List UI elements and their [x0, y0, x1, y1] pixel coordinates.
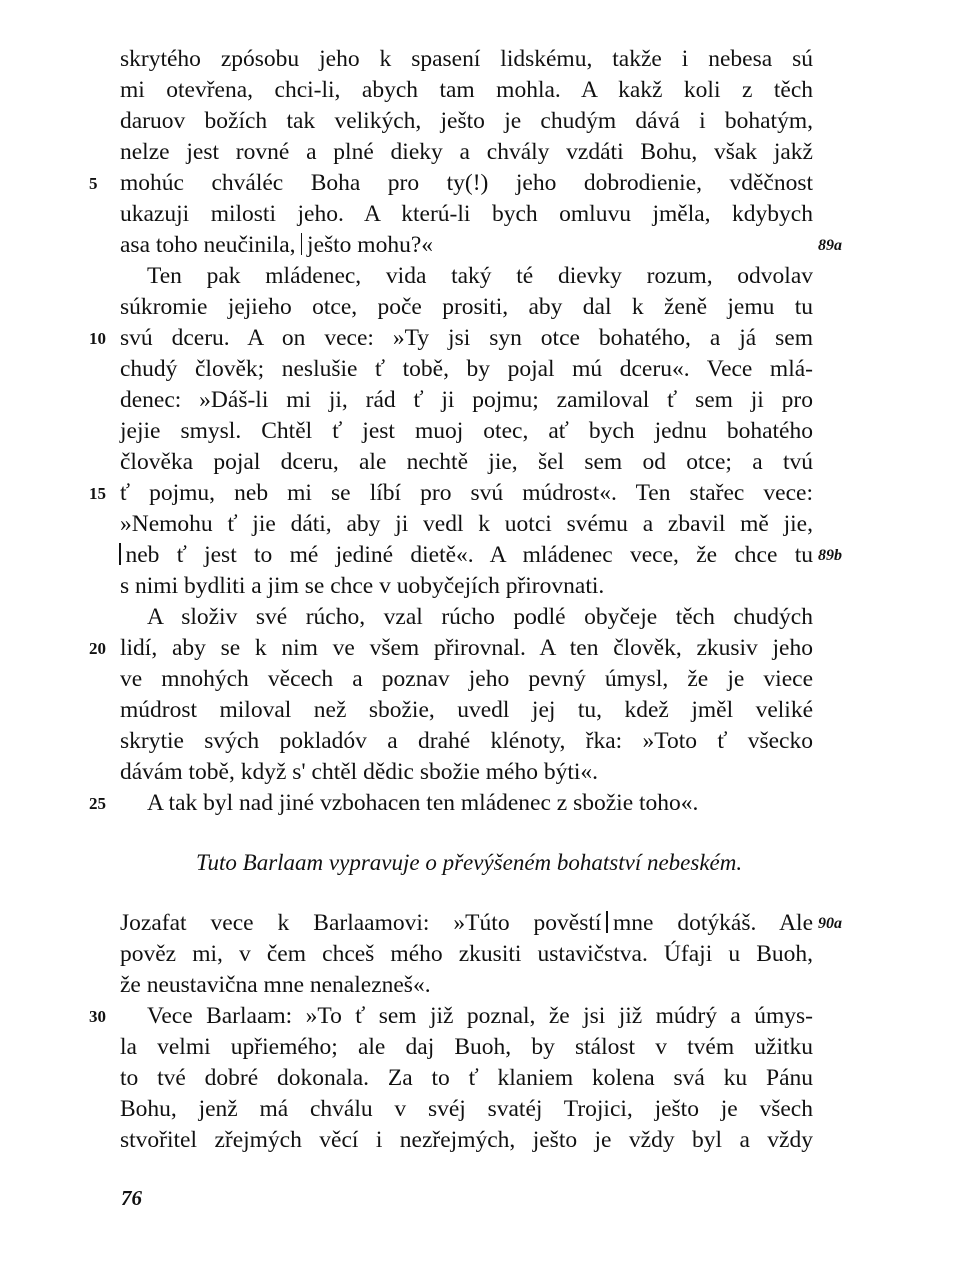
text-line: Ten pak mládenec, vida taký té dievky rozum, odvolav: [147, 263, 813, 289]
line-number: 25: [89, 794, 106, 813]
text-line: la velmi upřiemého; ale daj Buoh, by stálost v tvém užitku: [120, 1034, 813, 1060]
page-number: 76: [121, 1186, 142, 1210]
text-line: Bohu, jenž má chválu v svéj svatéj Trojici, ješto je všech: [120, 1096, 813, 1122]
text-line: chudý člověk; neslušie ť tobě, by pojal mú dceru«. Vece mlá-: [120, 356, 813, 382]
text-line: mi otevřena, chci-li, abych tam mohla. A kakž koli z těch: [120, 77, 813, 103]
text-line: ve mnohých věcech a poznav jeho pevný úmysl, že je viece: [120, 666, 813, 692]
text-segment: mne dotýkáš. Ale: [612, 910, 813, 936]
text-line: dávám tobě, když s' chtěl dědic sbožie mého býti«.: [120, 759, 599, 785]
text-line: súkromie jejieho otce, poče prositi, aby dal k ženě jemu tu: [120, 294, 813, 320]
text-line: múdrost miloval než sbožie, uvedl jej tu, kdež jměl veliké: [120, 697, 813, 723]
text-line: pověz mi, v čem chceš mého zkusiti ustavičstva. Úfaji u Buoh,: [120, 941, 813, 967]
text-segment: Jozafat vece k Barlaamovi: »Túto pověstí: [120, 910, 602, 936]
text-line: [120, 230, 813, 261]
folio-break-bar: [301, 233, 303, 255]
text-line: [114, 540, 813, 571]
folio-mark: 89b: [818, 547, 842, 564]
line-number: 20: [89, 639, 106, 658]
text-line: »Nemohu ť jie dáti, aby ji vedl k uotci svému a zbavil mě jie,: [120, 511, 813, 537]
folio-mark: 90a: [818, 915, 842, 932]
text-line: ukazuji milosti jeho. A kterú-li bych omluvu jměla, kdybych: [120, 201, 813, 227]
folio-break-bar: [119, 543, 121, 565]
text-line: lidí, aby se k nim ve všem přirovnal. A ten člověk, zkusiv jeho: [120, 635, 813, 661]
text-line: mohúc chváléc Boha pro ty(!) jeho dobrodienie, vděčnost: [120, 170, 813, 196]
text-line: A tak byl nad jiné vzbohacen ten mládenec z sbožie toho«.: [147, 790, 699, 816]
folio-mark: 89a: [818, 237, 842, 254]
text-line: jejie smysl. Chtěl ť jest muoj otec, ať bych jednu bohatého: [120, 418, 813, 444]
text-line: skrytého zpósobu jeho k spasení lidskému, takže i nebesa sú: [120, 46, 813, 72]
text-line: [120, 908, 813, 939]
text-line: člověka pojal dceru, ale nechtě jie, šel sem od otce; a tvú: [120, 449, 813, 475]
text-line: A složiv své rúcho, vzal rúcho podlé obyčeje těch chudých: [147, 604, 813, 630]
text-line: denec: »Dáš-li mi ji, rád ť ji pojmu; zamiloval ť sem ji pro: [120, 387, 813, 413]
text-segment: asa toho neučinila,: [120, 232, 296, 258]
folio-break-bar: [606, 911, 608, 933]
text-line: stvořitel zřejmých věcí i nezřejmých, ješto je vždy byl a vždy: [120, 1127, 813, 1153]
text-line: ť pojmu, neb mi se líbí pro svú múdrost«. Ten stařec vece:: [120, 480, 813, 506]
text-line: že neustavična mne nenalezneš«.: [120, 972, 431, 998]
section-heading: Tuto Barlaam vypravuje o převýšeném bohatství nebeském.: [196, 850, 743, 875]
line-number: 5: [89, 174, 98, 193]
text-line: daruov božích tak velikých, ješto je chudým dává i bohatým,: [120, 108, 813, 134]
line-number: 15: [89, 484, 106, 503]
text-segment: ješto mohu?«: [307, 232, 434, 258]
text-segment: neb ť jest to mé jediné dietě«. A mládenec vece, že chce tu: [125, 542, 813, 568]
text-line: Vece Barlaam: »To ť sem již poznal, že jsi již múdrý a úmys-: [147, 1003, 813, 1029]
line-number: 10: [89, 329, 106, 348]
text-line: to tvé dobré dokonala. Za to ť klaniem kolena svá ku Pánu: [120, 1065, 813, 1091]
text-line: s nimi bydliti a jim se chce v uobyčejích přirovnati.: [120, 573, 605, 599]
text-line: skrytie svých pokladóv a drahé klénoty, řka: »Toto ť všecko: [120, 728, 813, 754]
text-line: nelze jest rovné a plné dieky a chvály vzdáti Bohu, však jakž: [120, 139, 813, 165]
line-number: 30: [89, 1007, 106, 1026]
text-line: svú dceru. A on vece: »Ty jsi syn otce bohatého, a já sem: [120, 325, 813, 351]
